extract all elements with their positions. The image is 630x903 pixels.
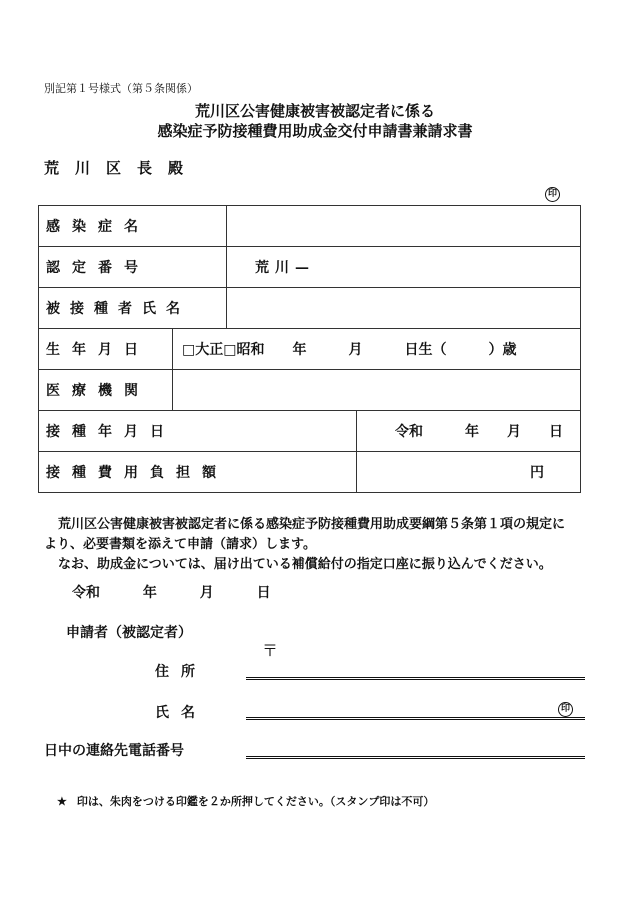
- date-year: 年: [142, 585, 157, 601]
- phone-field[interactable]: [246, 756, 585, 757]
- cert-number-field[interactable]: 荒川—: [227, 247, 581, 288]
- vaccination-date-field[interactable]: 令和 年 月 日: [357, 411, 581, 452]
- star-icon: ★: [57, 795, 67, 808]
- vaccination-date-label: 接種年月日: [39, 411, 357, 452]
- birthdate-label: 生年月日: [39, 329, 173, 370]
- table-row: [39, 288, 581, 329]
- postal-mark-icon: 〒: [262, 641, 279, 660]
- addressee: 荒川区長殿: [44, 159, 200, 177]
- applicant-name-field[interactable]: [246, 717, 585, 718]
- table-row: [39, 452, 581, 493]
- table-row: [39, 247, 581, 288]
- note-text: 印は、朱肉をつける印鑑を２か所押してください。（スタンプ印は不可）: [76, 795, 435, 808]
- applicant-name-label: 氏名: [155, 705, 207, 721]
- form-number: 別記第１号様式（第５条関係）: [44, 82, 198, 95]
- institution-label: 医療機関: [39, 370, 173, 411]
- birthdate-field[interactable]: □大正□昭和 年 月 日生（ ）歳: [173, 329, 581, 370]
- cost-field[interactable]: 円: [357, 452, 581, 493]
- cost-label: 接種費用負担額: [39, 452, 357, 493]
- application-date[interactable]: [72, 582, 309, 602]
- seal-note: [57, 793, 434, 809]
- form-title-line2: 感染症予防接種費用助成金交付申請書兼請求書: [157, 122, 473, 140]
- table-row: [39, 411, 581, 452]
- disease-label: 感染症名: [39, 206, 227, 247]
- date-era: 令和: [72, 585, 100, 601]
- date-month: 月: [199, 585, 214, 601]
- phone-label: 日中の連絡先電話番号: [44, 743, 184, 759]
- address-field[interactable]: [246, 677, 585, 678]
- table-row: [39, 370, 581, 411]
- form-title-line1: 荒川区公害健康被害被認定者に係る: [194, 102, 435, 120]
- table-row: [39, 206, 581, 247]
- seal-mark-icon: 印: [558, 702, 573, 717]
- disease-field[interactable]: [227, 206, 581, 247]
- applicant-heading: 申請者（被認定者）: [66, 625, 192, 641]
- address-label: 住所: [155, 664, 207, 680]
- vaccinee-name-field[interactable]: [227, 288, 581, 329]
- declaration-line3: なお、助成金については、届け出ている補償給付の指定口座に振り込んでください。: [58, 557, 552, 572]
- institution-field[interactable]: [173, 370, 581, 411]
- declaration-line2: より、必要書類を添えて申請（請求）します。: [44, 537, 316, 552]
- seal-mark-icon: 印: [545, 187, 560, 202]
- table-row: [39, 329, 581, 370]
- date-day: 日: [256, 585, 271, 601]
- cert-number-label: 認定番号: [39, 247, 227, 288]
- application-table: [38, 205, 581, 493]
- vaccinee-name-label: 被接種者氏名: [39, 288, 227, 329]
- declaration-line1: 荒川区公害健康被害被認定者に係る感染症予防接種費用助成要綱第５条第１項の規定に: [58, 517, 566, 532]
